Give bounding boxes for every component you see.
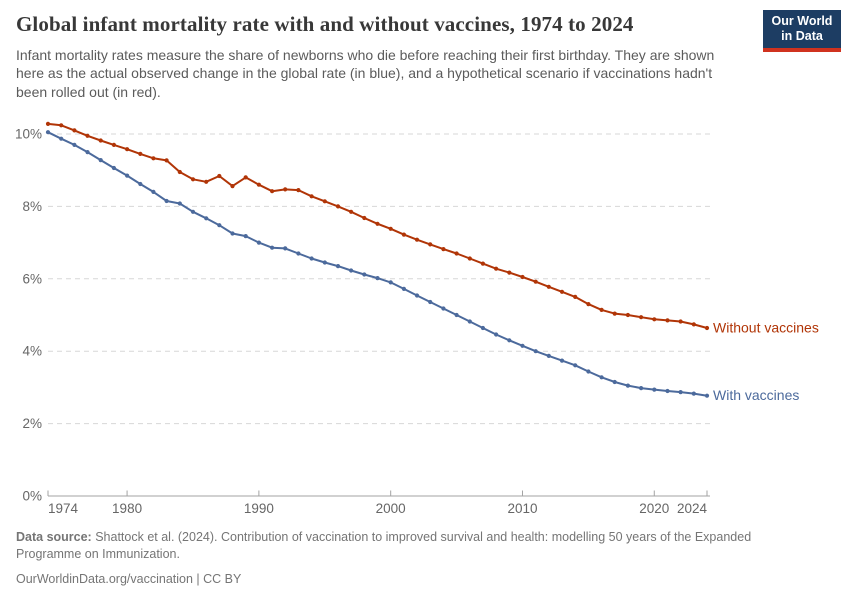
data-point-without-vaccines-1980[interactable] <box>125 147 129 151</box>
data-point-without-vaccines-1990[interactable] <box>257 183 261 187</box>
series-points-with-vaccines[interactable] <box>46 130 709 398</box>
data-point-without-vaccines-2006[interactable] <box>468 256 472 260</box>
data-point-with-vaccines-1990[interactable] <box>257 241 261 245</box>
data-point-with-vaccines-1991[interactable] <box>270 246 274 250</box>
data-point-without-vaccines-2008[interactable] <box>494 267 498 271</box>
data-point-without-vaccines-1982[interactable] <box>151 156 155 160</box>
data-point-with-vaccines-1987[interactable] <box>217 223 221 227</box>
data-point-with-vaccines-1996[interactable] <box>336 264 340 268</box>
data-point-with-vaccines-1988[interactable] <box>230 231 234 235</box>
x-tick-label-1974: 1974 <box>48 501 79 516</box>
data-point-without-vaccines-2009[interactable] <box>507 271 511 275</box>
owid-logo-line1: Our World <box>771 13 833 28</box>
data-point-without-vaccines-1994[interactable] <box>310 194 314 198</box>
data-point-without-vaccines-2001[interactable] <box>402 233 406 237</box>
data-source-line <box>16 529 788 564</box>
data-point-with-vaccines-2008[interactable] <box>494 332 498 336</box>
data-point-with-vaccines-2011[interactable] <box>534 349 538 353</box>
data-point-without-vaccines-2017[interactable] <box>613 312 617 316</box>
data-point-with-vaccines-2017[interactable] <box>613 380 617 384</box>
data-point-with-vaccines-1974[interactable] <box>46 130 50 134</box>
data-point-without-vaccines-2016[interactable] <box>600 308 604 312</box>
data-point-with-vaccines-1977[interactable] <box>85 150 89 154</box>
data-point-with-vaccines-2019[interactable] <box>639 386 643 390</box>
data-point-without-vaccines-1998[interactable] <box>362 216 366 220</box>
data-point-with-vaccines-2016[interactable] <box>600 375 604 379</box>
data-point-with-vaccines-2013[interactable] <box>560 359 564 363</box>
data-point-without-vaccines-1992[interactable] <box>283 187 287 191</box>
series-points-without-vaccines[interactable] <box>46 122 709 330</box>
series-label-with-vaccines: With vaccines <box>713 387 800 404</box>
data-point-with-vaccines-2009[interactable] <box>507 338 511 342</box>
y-tick-label-0pct: 0% <box>22 488 42 504</box>
data-point-with-vaccines-1993[interactable] <box>296 251 300 255</box>
data-point-without-vaccines-2013[interactable] <box>560 290 564 294</box>
data-point-without-vaccines-1976[interactable] <box>72 128 76 132</box>
data-point-without-vaccines-1981[interactable] <box>138 152 142 156</box>
data-point-with-vaccines-1979[interactable] <box>112 166 116 170</box>
data-point-without-vaccines-2015[interactable] <box>586 302 590 306</box>
data-point-without-vaccines-1996[interactable] <box>336 204 340 208</box>
x-tick-label-2024: 2024 <box>676 501 707 516</box>
data-point-with-vaccines-2012[interactable] <box>547 354 551 358</box>
data-point-without-vaccines-2011[interactable] <box>534 280 538 284</box>
data-point-with-vaccines-2004[interactable] <box>441 306 445 310</box>
data-point-without-vaccines-1974[interactable] <box>46 122 50 126</box>
data-point-without-vaccines-2003[interactable] <box>428 242 432 246</box>
chart-title: Global infant mortality rate with and without vaccines, 1974 to 2024 <box>16 12 634 36</box>
data-point-with-vaccines-2024[interactable] <box>705 394 709 398</box>
data-point-with-vaccines-2020[interactable] <box>652 388 656 392</box>
data-point-with-vaccines-1992[interactable] <box>283 246 287 250</box>
data-point-without-vaccines-2005[interactable] <box>455 251 459 255</box>
data-point-without-vaccines-1975[interactable] <box>59 123 63 127</box>
data-point-without-vaccines-2022[interactable] <box>679 319 683 323</box>
y-tick-label-4pct: 4% <box>22 343 42 359</box>
x-tick-label-1980: 1980 <box>112 501 143 516</box>
data-point-without-vaccines-1977[interactable] <box>85 134 89 138</box>
data-point-with-vaccines-1986[interactable] <box>204 216 208 220</box>
data-point-without-vaccines-1995[interactable] <box>323 199 327 203</box>
data-point-with-vaccines-2015[interactable] <box>586 369 590 373</box>
footer-license: CC BY <box>203 571 242 586</box>
data-point-without-vaccines-1983[interactable] <box>165 158 169 162</box>
y-tick-label-10pct: 10% <box>14 126 42 142</box>
data-point-without-vaccines-2021[interactable] <box>665 318 669 322</box>
owid-logo-line2: in Data <box>781 29 823 43</box>
license-line <box>16 571 788 588</box>
data-point-without-vaccines-1989[interactable] <box>244 175 248 179</box>
data-point-without-vaccines-1997[interactable] <box>349 210 353 214</box>
data-point-with-vaccines-1994[interactable] <box>310 256 314 260</box>
x-tick-label-2020: 2020 <box>639 501 670 516</box>
chart-subtitle: Infant mortality rates measure the share of newborns who die before reaching their first birthday. They are shown here as the actual observed change in the global rate (in blue), and a hypothetical scenario if vaccinations hadn't been rolled out (in red). <box>16 47 715 100</box>
y-tick-label-2pct: 2% <box>22 416 42 432</box>
data-source-label: Data source: <box>16 530 92 544</box>
data-point-without-vaccines-1986[interactable] <box>204 180 208 184</box>
data-point-with-vaccines-2010[interactable] <box>520 344 524 348</box>
data-point-with-vaccines-1975[interactable] <box>59 137 63 141</box>
x-tick-label-1990: 1990 <box>243 501 274 516</box>
series-line-without-vaccines[interactable] <box>48 124 707 328</box>
data-point-with-vaccines-2001[interactable] <box>402 287 406 291</box>
data-point-without-vaccines-1979[interactable] <box>112 143 116 147</box>
data-point-with-vaccines-1983[interactable] <box>165 199 169 203</box>
data-point-without-vaccines-2007[interactable] <box>481 262 485 266</box>
data-point-with-vaccines-1998[interactable] <box>362 272 366 276</box>
data-point-with-vaccines-2002[interactable] <box>415 293 419 297</box>
data-point-without-vaccines-2004[interactable] <box>441 247 445 251</box>
data-point-without-vaccines-2020[interactable] <box>652 317 656 321</box>
data-point-without-vaccines-1988[interactable] <box>230 184 234 188</box>
footer-separator: | <box>192 571 204 586</box>
data-point-with-vaccines-2023[interactable] <box>692 392 696 396</box>
data-point-with-vaccines-1989[interactable] <box>244 234 248 238</box>
data-point-with-vaccines-2006[interactable] <box>468 319 472 323</box>
data-point-with-vaccines-1995[interactable] <box>323 260 327 264</box>
data-point-with-vaccines-2021[interactable] <box>665 389 669 393</box>
data-point-with-vaccines-2000[interactable] <box>389 280 393 284</box>
data-point-with-vaccines-1999[interactable] <box>375 276 379 280</box>
y-tick-label-6pct: 6% <box>22 271 42 287</box>
data-point-with-vaccines-2022[interactable] <box>679 390 683 394</box>
series-line-with-vaccines[interactable] <box>48 132 707 396</box>
data-point-without-vaccines-1984[interactable] <box>178 170 182 174</box>
data-point-without-vaccines-2014[interactable] <box>573 295 577 299</box>
data-point-with-vaccines-1985[interactable] <box>191 210 195 214</box>
data-source-text: Shattock et al. (2024). Contribution of vaccination to improved survival and health: modelling 50 years of the Expanded Programme on Immunization. <box>16 530 752 562</box>
x-tick-label-2010: 2010 <box>507 501 538 516</box>
data-point-without-vaccines-1987[interactable] <box>217 174 221 178</box>
data-point-with-vaccines-1997[interactable] <box>349 268 353 272</box>
x-tick-label-2000: 2000 <box>375 501 406 516</box>
data-point-without-vaccines-2019[interactable] <box>639 315 643 319</box>
data-point-with-vaccines-1982[interactable] <box>151 190 155 194</box>
data-point-without-vaccines-2012[interactable] <box>547 285 551 289</box>
data-point-without-vaccines-2023[interactable] <box>692 322 696 326</box>
data-point-without-vaccines-2002[interactable] <box>415 238 419 242</box>
data-point-with-vaccines-1978[interactable] <box>99 158 103 162</box>
chart-footer <box>16 529 788 588</box>
data-point-without-vaccines-2018[interactable] <box>626 313 630 317</box>
data-point-without-vaccines-1999[interactable] <box>375 222 379 226</box>
data-point-with-vaccines-2007[interactable] <box>481 326 485 330</box>
data-point-without-vaccines-2024[interactable] <box>705 326 709 330</box>
data-point-without-vaccines-2000[interactable] <box>389 227 393 231</box>
data-point-without-vaccines-1978[interactable] <box>99 138 103 142</box>
data-point-with-vaccines-1976[interactable] <box>72 143 76 147</box>
data-point-without-vaccines-1991[interactable] <box>270 189 274 193</box>
y-tick-label-8pct: 8% <box>22 198 42 214</box>
data-point-with-vaccines-2014[interactable] <box>573 363 577 367</box>
footer-url-link[interactable]: OurWorldinData.org/vaccination <box>16 571 193 586</box>
data-point-with-vaccines-1980[interactable] <box>125 174 129 178</box>
data-point-with-vaccines-1981[interactable] <box>138 182 142 186</box>
data-point-with-vaccines-2018[interactable] <box>626 384 630 388</box>
data-point-without-vaccines-2010[interactable] <box>520 275 524 279</box>
data-point-without-vaccines-1993[interactable] <box>296 188 300 192</box>
data-point-with-vaccines-2003[interactable] <box>428 300 432 304</box>
data-point-with-vaccines-2005[interactable] <box>455 313 459 317</box>
data-point-with-vaccines-1984[interactable] <box>178 201 182 205</box>
data-point-without-vaccines-1985[interactable] <box>191 177 195 181</box>
series-label-without-vaccines: Without vaccines <box>713 319 819 336</box>
